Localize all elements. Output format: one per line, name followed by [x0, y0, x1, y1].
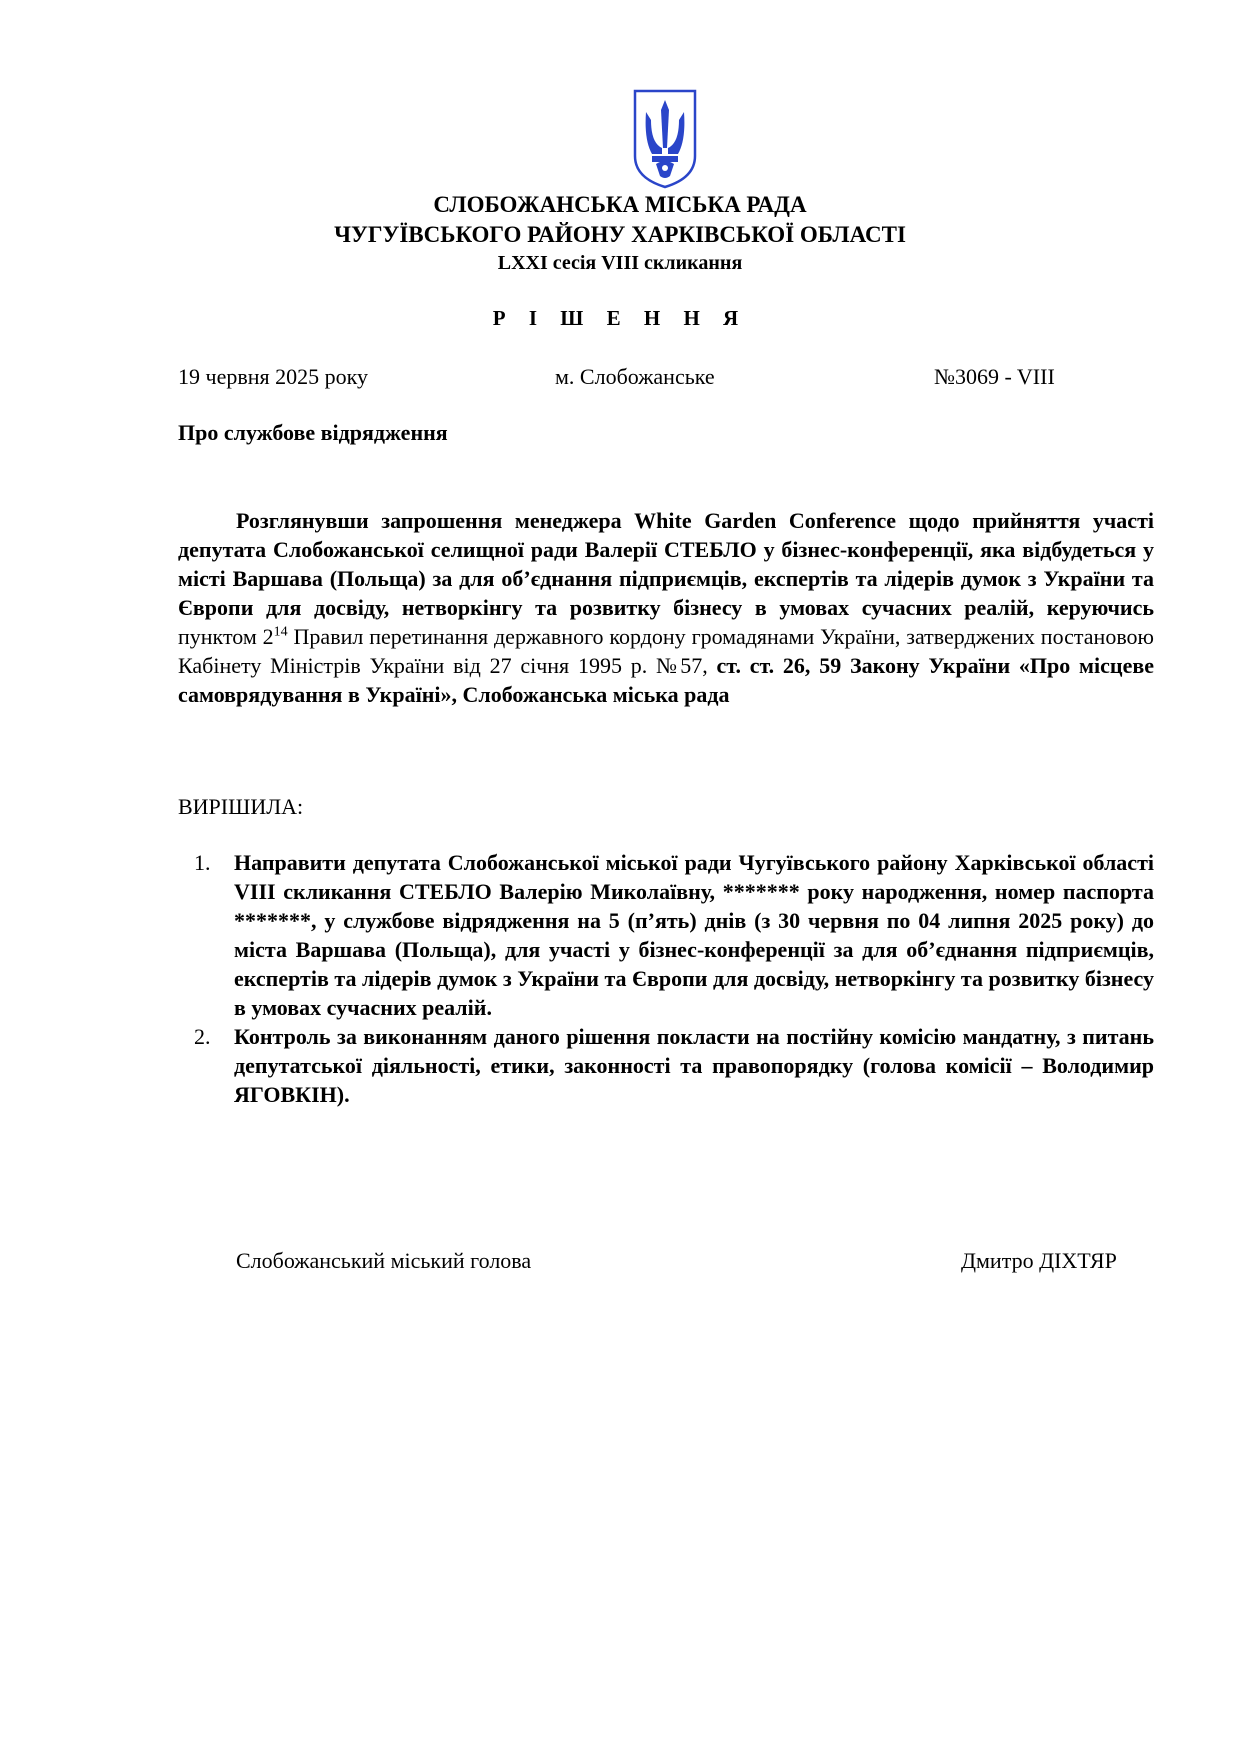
signature-name: Дмитро ДІХТЯР: [961, 1248, 1117, 1273]
preamble-part2: пунктом 2: [178, 624, 274, 649]
item-number: 1.: [194, 850, 211, 875]
preamble-superscript: 14: [273, 624, 288, 640]
signature-position: Слобожанський міський голова: [236, 1248, 532, 1273]
district-name: ЧУГУЇВСЬКОГО РАЙОНУ ХАРКІВСЬКОЇ ОБЛАСТІ: [334, 222, 906, 247]
preamble-paragraph: [178, 506, 1154, 709]
item-text: Контроль за виконанням даного рішення покласти на постійну комісію мандатну, з питань депутатської діяльності, етики, законності та правопорядку (голова комісії – Володимир ЯГОВКІН).: [234, 1024, 1154, 1107]
item-number: 2.: [194, 1024, 211, 1049]
preamble-part1: Розглянувши запрошення менеджера White Garden Conference щодо прийняття участі депутата Слобожанської селищної ради Валерії СТЕБЛО у бізнес-конференції, яка відбудеться у місті Варшава (Польща) за для об’єднання підприємців, експертів та лідерів думок з України та Європи для досвіду, нетворкінгу та розвитку бізнесу в умовах сучасних реалій, керуючись: [178, 508, 1154, 620]
document-title: Р І Ш Е Н Н Я: [492, 306, 748, 330]
preamble-part4: ст. ст. 26, 59 Закону України «Про місцеве самоврядування в Україні», Слобожанська міська рада: [178, 653, 1154, 707]
list-item: [178, 848, 1154, 1022]
coat-of-arms-icon: [632, 88, 698, 190]
decision-number: №3069 - VIII: [934, 364, 1055, 389]
preamble-part3: Правил перетинання державного кордону громадянами України, затверджених постановою Кабінету Міністрів України від 27 січня 1995 р. №57,: [178, 624, 1154, 678]
decision-subject: Про службове відрядження: [178, 420, 448, 445]
list-item: [178, 1022, 1154, 1109]
decision-items: [178, 848, 1154, 1109]
council-name: СЛОБОЖАНСЬКА МІСЬКА РАДА: [433, 192, 807, 217]
decision-date: 19 червня 2025 року: [178, 364, 368, 389]
item-text: Направити депутата Слобожанської міської ради Чугуївського району Харківської області VIII скликання СТЕБЛО Валерію Миколаївну, ******* року народження, номер паспорта *******, у службове відрядження на 5 (п’ять) днів (з 30 червня по 04 липня 2025 року) до міста Варшава (Польща), для участі у бізнес-конференції за для об’єднання підприємців, експертів та лідерів думок з України та Європи для досвіду, нетворкінгу та розвитку бізнесу в умовах сучасних реалій.: [234, 850, 1154, 1020]
session-info: LXXI сесія VIII скликання: [497, 252, 743, 274]
resolved-heading: ВИРІШИЛА:: [178, 794, 304, 819]
decision-place: м. Слобожанське: [555, 364, 715, 389]
